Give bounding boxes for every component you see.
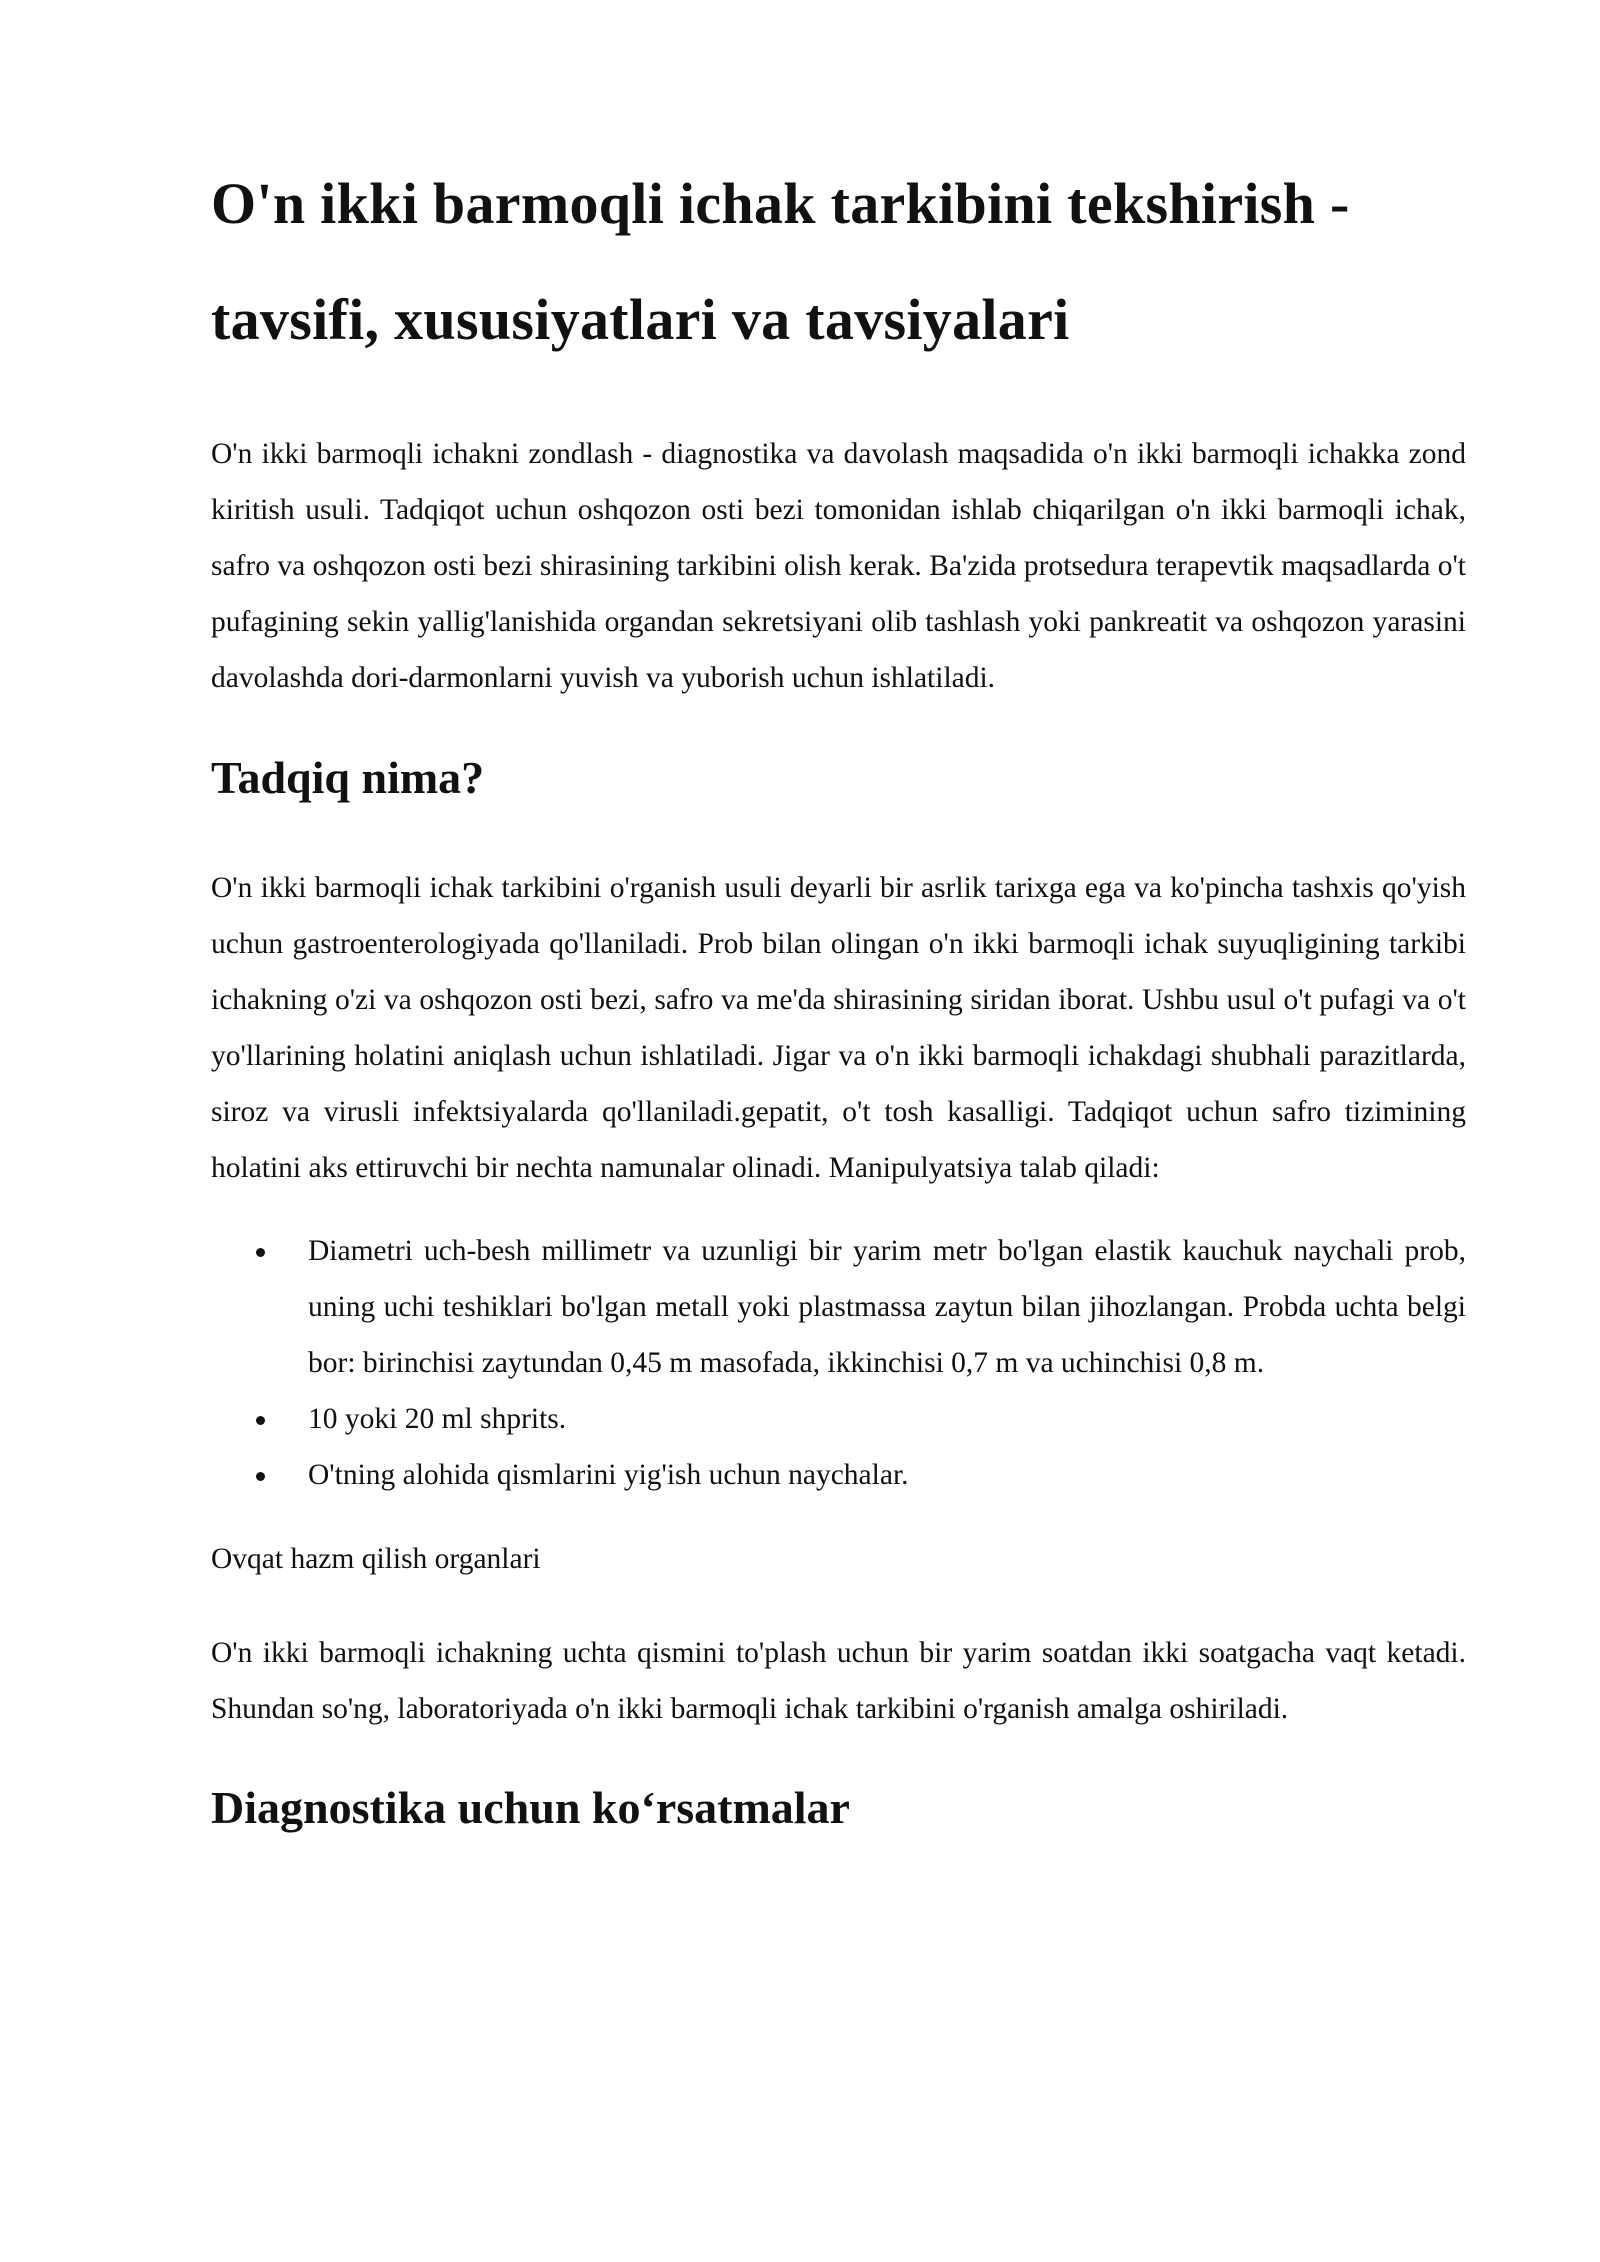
timing-paragraph: O'n ikki barmoqli ichakning uchta qismini to'plash uchun bir yarim soatdan ikki soatgacha vaqt ketadi. Shundan so'ng, laboratoriyada o'n ikki barmoqli ichak tarkibini o'rganish amalga oshiriladi. <box>211 1637 1466 1725</box>
list-item <box>211 1223 1466 1391</box>
list-item-text: O'tning alohida qismlarini yig'ish uchun naychalar. <box>308 1459 909 1491</box>
list-item <box>211 1391 1466 1447</box>
research-paragraph: O'n ikki barmoqli ichak tarkibini o'rganish usuli deyarli bir asrlik tarixga ega va ko'pincha tashxis qo'yish uchun gastroenterologiyada qo'llaniladi. Prob bilan olingan o'n ikki barmoqli ichak suyuqligining tarkibi ichakning o'zi va oshqozon osti bezi, safro va me'da shirasining siridan iborat. Ushbu usul o't pufagi va o't yo'llarining holatini aniqlash uchun ishlatiladi. Jigar va o'n ikki barmoqli ichakdagi shubhali parazitlarda, siroz va virusli infektsiyalarda qo'llaniladi.gepatit, o't tosh kasalligi. Tadqiqot uchun safro tizimining holatini aks ettiruvchi bir nechta namunalar olinadi. Manipulyatsiya talab qiladi: <box>211 872 1466 1184</box>
bullet-icon <box>256 1248 265 1257</box>
list-item-text: Diametri uch-besh millimetr va uzunligi bir yarim metr bo'lgan elastik kauchuk naychali prob, uning uchi teshiklari bo'lgan metall yoki plastmassa zaytun bilan jihozlangan. Probda uchta belgi bor: birinchisi zaytundan 0,45 m masofada, ikkinchisi 0,7 m va uchinchisi 0,8 m. <box>308 1235 1466 1379</box>
intro-paragraph: O'n ikki barmoqli ichakni zondlash - diagnostika va davolash maqsadida o'n ikki barmoqli ichakka zond kiritish usuli. Tadqiqot uchun oshqozon osti bezi tomonidan ishlab chiqarilgan o'n ikki barmoqli ichak, safro va oshqozon osti bezi shirasining tarkibini olish kerak. Ba'zida protsedura terapevtik maqsadlarda o't pufagining sekin yallig'lanishida organdan sekretsiyani olib tashlash yoki pankreatit va oshqozon yarasini davolashda dori-darmonlarni yuvish va yuborish uchun ishlatiladi. <box>211 438 1466 694</box>
section-heading-diagnostics: Diagnostika uchun koʻrsatmalar <box>211 1782 850 1833</box>
page-title: O'n ikki barmoqli ichak tarkibini tekshirish - tavsifi, xususiyatlari va tavsiyalari <box>211 171 1350 352</box>
organs-caption: Ovqat hazm qilish organlari <box>211 1543 541 1575</box>
list-item-text: 10 yoki 20 ml shprits. <box>308 1403 567 1435</box>
bullet-icon <box>256 1416 265 1425</box>
requirements-list <box>211 1223 1466 1503</box>
article <box>211 146 1466 1836</box>
bullet-icon <box>256 1472 265 1481</box>
list-item <box>211 1447 1466 1503</box>
section-heading-research: Tadqiq nima? <box>211 752 485 803</box>
